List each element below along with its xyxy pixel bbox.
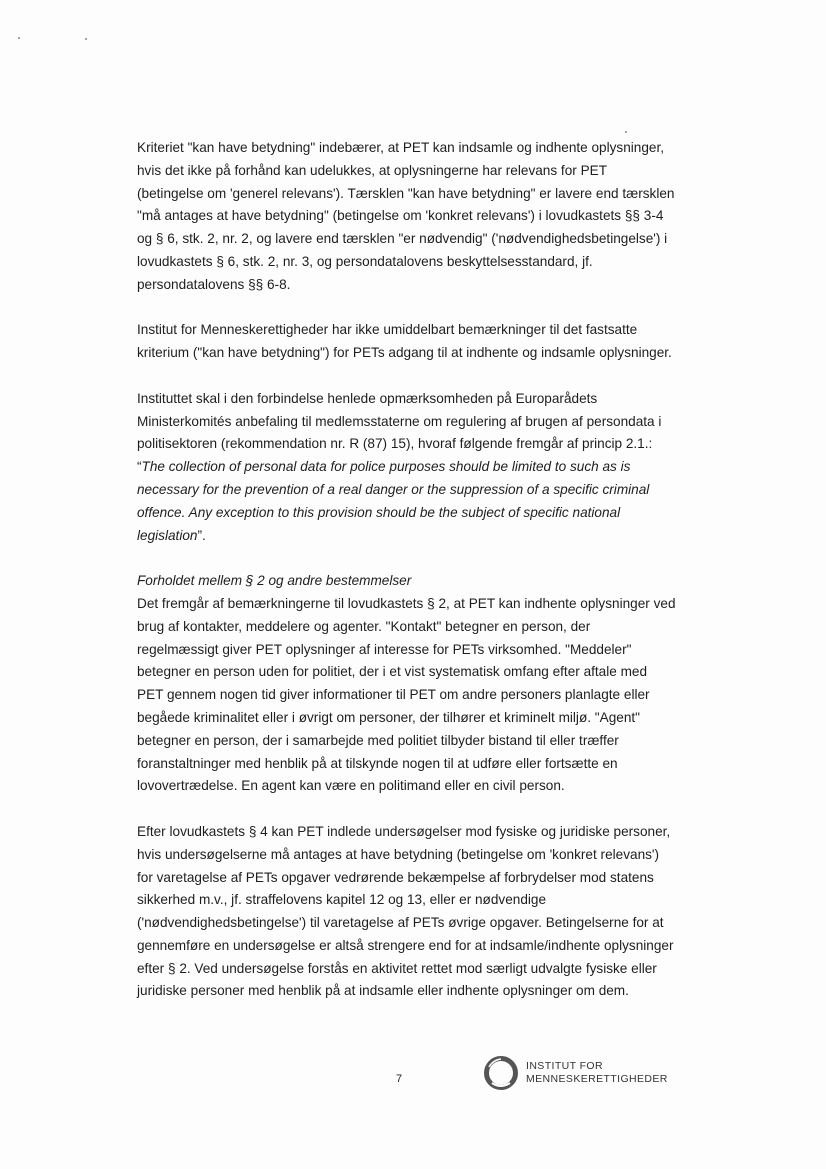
quote-text: legislation (137, 527, 198, 543)
quote-text: offence. Any exception to this provision should be the subject of specific national (137, 504, 621, 520)
text-line: begåede kriminalitet eller i øvrigt om personer, der tilhører et kriminelt miljø. "Agent" (137, 709, 640, 725)
quote-line (137, 502, 682, 525)
quote-line (137, 525, 682, 548)
quote-close-mark: ”. (197, 527, 206, 543)
scan-speck (85, 38, 87, 40)
institute-ring-logo-icon (483, 1055, 519, 1091)
text-line: brug af kontakter, meddelere og agenter. "Kontakt" betegner en person, der (137, 618, 591, 634)
text-line: sikkerhed m.v., jf. straffelovens kapitel 12 og 13, eller er nødvendige (137, 892, 547, 908)
text-line: Efter lovudkastets § 4 kan PET indlede undersøgelser mod fysiske og juridiske personer, (137, 823, 671, 839)
document-body (137, 137, 682, 1026)
text-line: lovudkastets § 6, stk. 2, nr. 3, og persondatalovens beskyttelsesstandard, jf. (137, 253, 593, 269)
text-line: Kriteriet "kan have betydning" indebærer, at PET kan indsamle og indhente oplysninger, (137, 140, 665, 155)
page-number: 7 (395, 1073, 403, 1085)
paragraph-3 (137, 388, 682, 548)
section-heading: Forholdet mellem § 2 og andre bestemmelser (137, 573, 412, 589)
logo-line-2: MENNESKERETTIGHEDER (526, 1073, 668, 1085)
text-line: foranstaltninger med henblik på at tilskynde nogen til at udføre eller fortsætte en (137, 755, 618, 771)
text-line: for varetagelse af PETs opgaver vedrørende bekæmpelse af forbrydelser mod statens (137, 869, 654, 885)
text-line: hvis undersøgelserne må antages at have betydning (betingelse om 'konkret relevans') (137, 846, 660, 862)
paragraph-5 (137, 821, 682, 1003)
text-line: Institut for Menneskerettigheder har ikke umiddelbart bemærkninger til det fastsatte (137, 322, 638, 338)
scan-speck (625, 131, 627, 133)
text-line: juridiske personer med henblik på at indsamle eller indhente oplysninger om dem. (137, 983, 629, 999)
quote-open-mark: “ (137, 459, 142, 475)
text-line: Det fremgår af bemærkningerne til lovudkastets § 2, at PET kan indhente oplysninger ved (137, 595, 676, 611)
text-line: ('nødvendighedsbetingelse') til varetagelse af PETs øvrige opgaver. Betingelserne for at (137, 915, 664, 931)
quote-line (137, 456, 682, 479)
quote-text: The collection of personal data for police purposes should be limited to such as is (141, 459, 631, 475)
institute-logo (483, 1055, 683, 1091)
text-line: betegner en person, der i samarbejde med politiet tilbyder bistand til eller træffer (137, 732, 619, 748)
text-line: politisektoren (rekommendation nr. R (87) 15), hvoraf følgende fremgår af princip 2.1.: (137, 436, 653, 452)
text-line: PET gennem nogen tid giver informationer til PET om andre personers planlagte eller (137, 687, 650, 703)
text-line: regelmæssigt giver PET oplysninger af interesse for PETs virksomhed. "Meddeler" (137, 641, 632, 657)
text-line: og § 6, stk. 2, nr. 2, og lavere end tærsklen "er nødvendig" ('nødvendighedsbetingelse') i (137, 231, 668, 247)
text-line: Ministerkomités anbefaling til medlemsstaterne om regulering af brugen af persondata i (137, 413, 662, 429)
text-line: lovovertrædelse. En agent kan være en politimand eller en civil person. (137, 778, 565, 794)
paragraph-4 (137, 570, 682, 798)
quote-line (137, 479, 682, 502)
text-line: hvis det ikke på forhånd kan udelukkes, at oplysningerne har relevans for PET (137, 162, 608, 178)
text-line: persondatalovens §§ 6-8. (137, 276, 291, 292)
paragraph-2 (137, 319, 682, 365)
text-line: betegner en person uden for politiet, der i et vist systematisk omfang efter aftale med (137, 664, 648, 680)
text-line: kriterium ("kan have betydning") for PETs adgang til at indhente og indsamle oplysninger. (137, 345, 672, 361)
quote-text: necessary for the prevention of a real danger or the suppression of a specific criminal (137, 481, 650, 497)
logo-line-1: INSTITUT FOR (526, 1060, 603, 1072)
text-line: gennemføre en undersøgelse er altså strengere end for at indsamle/indhente oplysninger (137, 937, 674, 953)
text-line: efter § 2. Ved undersøgelse forstås en aktivitet rettet mod særligt udvalgte fysiske eller (137, 960, 657, 976)
text-line: Instituttet skal i den forbindelse henlede opmærksomheden på Europarådets (137, 390, 598, 406)
text-line: (betingelse om 'generel relevans'). Tærsklen "kan have betydning" er lavere end tærsklen (137, 185, 675, 201)
text-line: "må antages at have betydning" (betingelse om 'konkret relevans') i lovudkastets §§ 3-4 (137, 208, 664, 224)
scan-speck (18, 37, 20, 39)
paragraph-1 (137, 137, 682, 297)
